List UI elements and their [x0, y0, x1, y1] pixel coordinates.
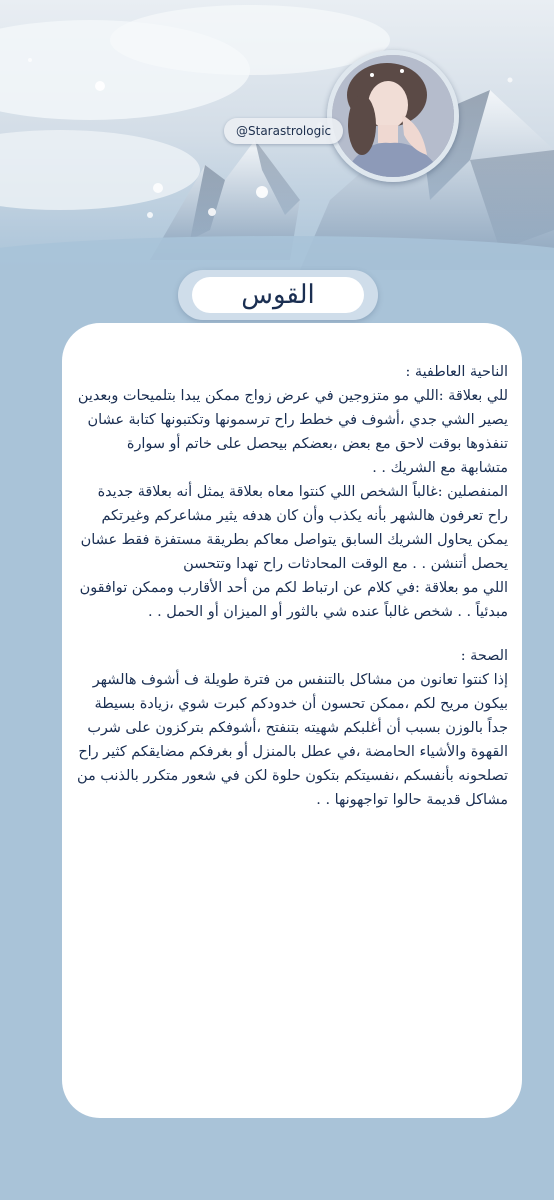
page-title: القوس [192, 277, 364, 313]
section-spacer [76, 624, 508, 644]
portrait-image [332, 55, 454, 177]
header-banner [0, 0, 554, 270]
paragraph-in-relationship: للي بعلاقة :اللي مو متزوجين في عرض زواج ممكن يبدا بتلميحات وبعدين يصير الشي جدي ،أشوف في خطط راح ترسمونها وتكتبونها كتابة عشان تنفذوها بوقت لاحق مع بعض ،بعضكم بيحصل على خاتم أو سوارة متشابهة مع الشريك . . [77, 388, 508, 476]
horoscope-text [76, 360, 508, 812]
section-heading-emotional: الناحية العاطفية : [405, 364, 508, 380]
paragraph-health: إذا كنتوا تعانون من مشاكل بالتنفس من فترة طويلة ف أشوف هالشهر بيكون مريح لكم ،ممكن تحسون أن خدودكم كبرت شوي ،زيادة بسيطة جداً بالوزن بسبب أن أغلبكم شهيته بتنفتح ،أشوفكم بتركزون على شرب القهوة والأشياء الحامضة ،في عطل بالمنزل أو بغرفكم مضايقكم كثير راح تصلحونه بأنفسكم ،نفسيتكم بتكون حلوة لكن في شعور متكرر بالذنب من مشاكل قديمة حالوا تواجهونها . . [77, 672, 508, 808]
paragraph-separated: المنفصلين :غالباً الشخص اللي كنتوا معاه بعلاقة يمثل أنه بعلاقة جديدة راح تعرفون هالشهر بأنه يكذب وأن كان هدفه يثير مشاعركم وغيرتكم يمكن يحاول الشريك السابق يتواصل معاكم بطريقة مستفزة فقط عشان يحصل أتنشن . . مع الوقت المحادثات راح تهدا وتتحسن [80, 484, 508, 572]
username-badge: @Starastrologic [224, 118, 343, 144]
avatar [327, 50, 459, 182]
paragraph-single: اللي مو بعلاقة :في كلام عن ارتباط لكم من أحد الأقارب وممكن توافقون مبدئياً . . شخص غالباً عنده شي بالثور أو الميزان أو الحمل . . [79, 580, 508, 620]
section-heading-health: الصحة : [460, 648, 508, 664]
